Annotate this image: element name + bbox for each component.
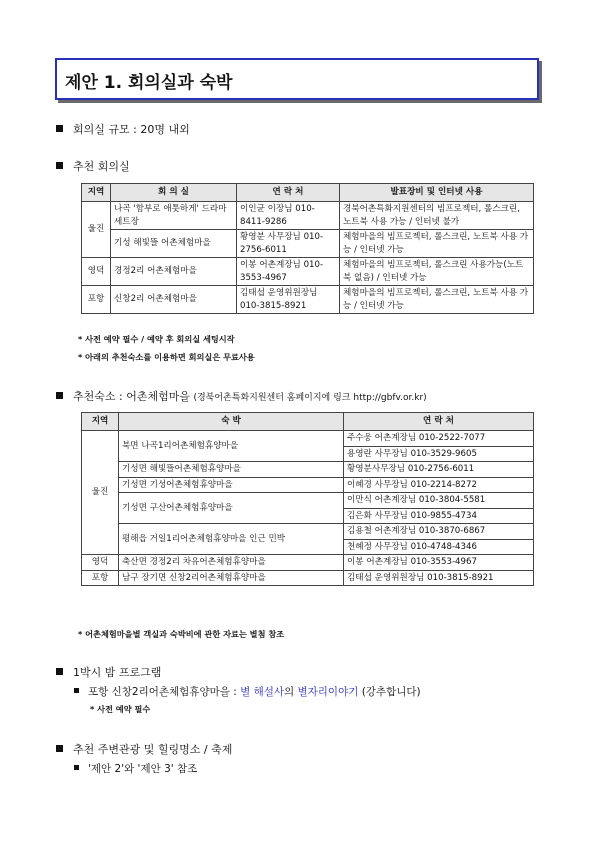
title-box [55,58,539,100]
square-bullet-icon [56,392,63,399]
meeting-note: * 아래의 추천숙소를 이용하면 회의실은 무료사용 [78,352,255,362]
table-header: 발표장비 및 인터넷 사용 [340,184,534,202]
table-row [82,230,534,258]
contact-cell: 주수웅 어촌계장님 010-2522-7077 [344,431,534,447]
tour-item-text: '제안 2'와 '제안 3' 참조 [88,763,198,775]
equip-cell: 체험마을의 빔프로젝터, 롤스크린 사용가능(노트북 없음) / 인터넷 가능 [340,258,534,286]
contact-cell: 이봉 어촌계장님 010-3553-4967 [237,258,340,286]
equip-cell: 체험마을의 빔프로젝터, 롤스크린, 노트북 사용 가능 / 인터넷 가능 [340,286,534,314]
meeting-note: * 사전 예약 필수 / 예약 후 회의실 세팅시작 [78,334,235,344]
table-row [82,524,534,540]
section-size-text: 회의실 규모 : 20명 내외 [73,123,190,136]
lodging-link-text: (경북어촌특화지원센터 홈페이지에 링크 http://gbfv.or.kr) [193,393,427,403]
meeting-table [81,183,534,314]
lodging-cell: 기성면 구산어촌체험휴양마을 [119,493,344,524]
table-row [82,477,534,493]
room-cell: 나곡 '함부로 애틋하게' 드라마세트장 [111,202,237,230]
table-header: 지역 [82,413,119,431]
contact-cell: 용영란 사무장님 010-3529-9605 [344,446,534,462]
square-bullet-icon [56,162,63,169]
table-header-row [82,413,534,431]
section-tour [56,741,232,757]
contact-cell: 김태섭 운영위원장님 010-3815-8921 [344,570,534,586]
table-row [82,462,534,478]
contact-cell: 이봉 어촌계장님 010-3553-4967 [344,555,534,571]
equip-cell: 체험마을의 빔프로젝터, 롤스크린, 노트북 사용 가능 / 인터넷 가능 [340,230,534,258]
night-prefix: 포항 신창2리어촌체험휴양마을 : [88,686,241,698]
tour-item [74,761,197,776]
contact-cell: 김태섭 운영위원장님 010-3815-8921 [237,286,340,314]
night-note: * 사전 예약 필수 [90,704,151,714]
section-night-text: 1박시 밤 프로그램 [73,666,162,679]
night-mid: 의 [284,686,298,698]
table-row [82,555,534,571]
region-cell: 영덕 [82,555,119,571]
contact-cell: 김용철 어촌계장님 010-3870-6867 [344,524,534,540]
page-title: 제안 1. 회의실과 숙박 [65,73,233,93]
region-cell: 영덕 [82,258,111,286]
table-row [82,570,534,586]
section-lodging [56,388,427,404]
section-night [56,664,161,680]
lodging-table [81,412,534,586]
section-size [56,121,190,137]
room-cell: 기성 해빛뜰 어촌체험마을 [111,230,237,258]
table-header: 지역 [82,184,111,202]
night-highlight-guide: 별 해설사 [240,686,285,698]
contact-cell: 황영분사무장님 010-2756-6011 [344,462,534,478]
contact-cell: 김은화 사무장님 010-9855-4734 [344,508,534,524]
table-header: 연 락 처 [237,184,340,202]
table-row [82,286,534,314]
section-lodging-text: 추천숙소 : 어촌체험마을 [73,390,190,403]
table-row [82,431,534,447]
region-cell: 포항 [82,570,119,586]
table-header-row [82,184,534,202]
region-cell: 울진 [82,202,111,258]
table-row [82,258,534,286]
section-tour-text: 추천 주변관광 및 힐링명소 / 축제 [73,743,233,756]
table-header: 숙 박 [119,413,344,431]
lodging-cell: 축산면 경정2리 차유어촌체험휴양마을 [119,555,344,571]
table-header: 연 락 처 [344,413,534,431]
table-row [82,493,534,509]
room-cell: 신창2리 어촌체험마을 [111,286,237,314]
small-square-bullet-icon [74,765,79,770]
contact-cell: 이혜경 사무장님 010-2214-8272 [344,477,534,493]
lodging-cell: 기성면 기성어촌체험휴양마을 [119,477,344,493]
section-meeting [56,158,130,174]
contact-cell: 이인균 이장님 010-8411-9286 [237,202,340,230]
room-cell: 경정2리 어촌체험마을 [111,258,237,286]
table-row [82,202,534,230]
square-bullet-icon [56,125,63,132]
lodging-note: * 어촌체험마을별 객실과 숙박비에 관한 자료는 별첨 참조 [78,629,285,639]
night-program-item [74,684,421,699]
region-cell: 포항 [82,286,111,314]
lodging-cell: 기성면 해빛뜰어촌체험휴양마을 [119,462,344,478]
night-highlight-story: 별자리이야기 [297,686,359,698]
small-square-bullet-icon [74,688,79,693]
contact-cell: 천혜정 사무장님 010-4748-4346 [344,539,534,555]
contact-cell: 이만식 어촌계장님 010-3804-5581 [344,493,534,509]
square-bullet-icon [56,668,63,675]
square-bullet-icon [56,745,63,752]
region-cell: 울진 [82,431,119,555]
night-suffix: (강추합니다) [358,686,421,698]
lodging-cell: 남구 장기면 신창2리어촌체험휴양마을 [119,570,344,586]
equip-cell: 경북어촌특화지원센터의 빔프로젝터, 롤스크린, 노트북 사용 가능 / 인터넷 불가 [340,202,534,230]
section-meeting-text: 추천 회의실 [73,160,130,173]
lodging-cell: 평해읍 거일1리어촌체험휴양마을 인근 민박 [119,524,344,555]
lodging-cell: 북면 나곡1리어촌체험휴양마을 [119,431,344,462]
table-header: 회 의 실 [111,184,237,202]
contact-cell: 황영분 사무장님 010-2756-6011 [237,230,340,258]
